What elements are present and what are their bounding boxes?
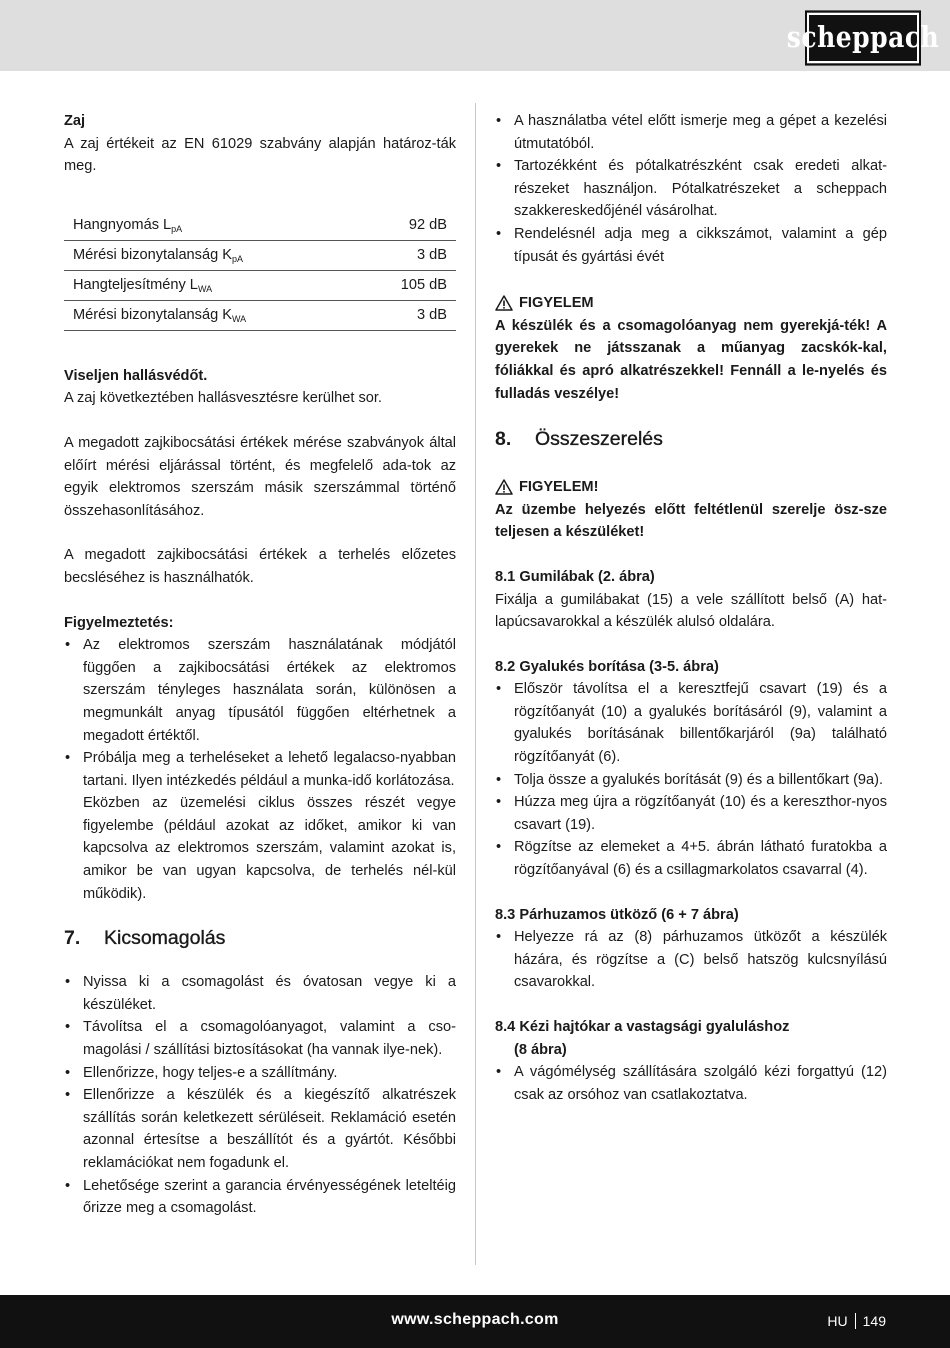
warning-list (64, 634, 456, 792)
warning-triangle-icon (495, 295, 513, 311)
subsection-title-line2: (8 ábra) (514, 1041, 567, 1058)
table-value: 3 dB (357, 240, 456, 270)
noise-intro: A zaj értékeit az EN 61029 szabvány alapján határoz-ták meg. (64, 135, 456, 175)
list-item: • Az elektromos szerszám használatának módjától függően a zajkibocsátási értékek az elektromos szerszám tényleges használata során, különösen a megmunkált anyag típusától függően eltérhetnek a megadott értéktől. (64, 634, 456, 747)
unpacking-list (64, 971, 456, 1220)
scheppach-logo: scheppach (807, 13, 919, 64)
table-value: 3 dB (357, 300, 456, 330)
warning-continuation: Eközben az üzemelési ciklus összes részét vegye figyelembe (például azokat az időket, amikor ki van kapcsolva az elektromos szerszám, valamint azokat is, amikor be van ugyan kapcsolva, de terhelés nél-kül működik). (83, 795, 456, 902)
warning-title: Figyelmeztetés: (64, 614, 174, 631)
list-item: • Nyissa ki a csomagolást és óvatosan vegye ki a készüléket. (64, 971, 456, 1016)
list-item: • Tolja össze a gyalukés borítását (9) és a billentőkart (9a). (495, 769, 887, 792)
separator (855, 1313, 856, 1329)
page-number (827, 1310, 886, 1333)
paragraph: A megadott zajkibocsátási értékek a terhelés előzetes becsléséhez is használhatók. (64, 547, 456, 586)
table-row (64, 270, 456, 300)
fence-list (495, 926, 887, 994)
paragraph: A megadott zajkibocsátási értékek mérése szabványok által előírt mérési eljárással történt, és megfelelő ada-tok az egyik elektromos szerszám másik szerszámmal történő összehasonlításához. (64, 434, 456, 519)
protect-text: A zaj következtében hallásvesztésre kerülhet sor. (64, 390, 382, 407)
list-item: • Helyezze rá az (8) párhuzamos ütközőt a készülék házára, és rögzítse a (C) belső hatszög kulcsnyílású csavarokkal. (495, 926, 887, 994)
subsection-title: 8.2 Gyalukés borítása (3-5. ábra) (495, 658, 719, 675)
list-item: • Lehetősége szerint a garancia érvényességének leteltéig őrizze meg a csomagolást. (64, 1175, 456, 1220)
list-item: • Távolítsa el a csomagolóanyagot, valamint a cso-magolási / szállítási biztosításokat (ha vannak ilye-nek). (64, 1016, 456, 1061)
left-column (64, 110, 456, 1220)
warning-heading: FIGYELEM (495, 292, 887, 315)
warning-heading: FIGYELEM! (495, 476, 887, 499)
list-item: • Ellenőrizze, hogy teljes-e a szállítmány. (64, 1062, 456, 1085)
table-label: Mérési bizonytalanság $K_{pA}$ (64, 240, 357, 270)
warning-triangle-icon (495, 479, 513, 495)
subsection-title: 8.1 Gumilábak (2. ábra) (495, 568, 655, 585)
table-label: Hangteljesítmény $L_{WA}$ (64, 270, 357, 300)
crank-list (495, 1061, 887, 1106)
planer-cover-list (495, 678, 887, 881)
list-item: • Tartozékként és pótalkatrészként csak eredeti alkat-részeket használjon. Pótalkatrészeket a scheppach szakkereskedőjénél vásárolhat. (495, 155, 887, 223)
section-8-heading: 8. Összeszerelés (495, 428, 663, 451)
table-label: Mérési bizonytalanság $K_{WA}$ (64, 300, 357, 330)
warning-text: Az üzembe helyezés előtt feltétlenül szerelje ösz-sze teljesen a készüléket! (495, 501, 887, 541)
website-url: www.scheppach.com (391, 1311, 559, 1328)
page-num: 149 (862, 1313, 886, 1329)
list-item: • Próbálja meg a terheléseket a lehető legalacso-nyabban tartani. Ilyen intézkedés például a munka-idő korlátozása. (64, 747, 456, 792)
protect-title: Viseljen hallásvédőt. (64, 367, 208, 384)
table-row (64, 240, 456, 270)
footer (0, 1295, 950, 1348)
right-column (495, 110, 887, 1106)
table-value: 105 dB (357, 270, 456, 300)
noise-table (64, 211, 456, 331)
noise-title: Zaj (64, 113, 86, 129)
section-7-heading: 7. Kicsomagolás (64, 927, 226, 950)
warning-text: A készülék és a csomagolóanyag nem gyerekjá-ték! A gyerekek ne játsszanak a műanyag zacskók-kal, fóliákkal és apró alkatrészekkel! Fennáll a le-nyelés és fulladás veszélye! (495, 317, 887, 402)
intro-list (495, 110, 887, 268)
list-item: • Húzza meg újra a rögzítőanyát (10) és a kereszthor-nyos csavart (19). (495, 791, 887, 836)
table-label: Hangnyomás $L_{pA}$ (73, 217, 183, 235)
paragraph: Fixálja a gumilábakat (15) a vele szállított belső (A) hat-lapúcsavarokkal a készülék alulsó oldalára. (495, 591, 887, 631)
list-item: • Rögzítse az elemeket a 4+5. ábrán látható furatokba a rögzítőanyával (6) és a csillagmarkolatos csavarral (4). (495, 836, 887, 881)
table-row (64, 300, 456, 330)
list-item: • A használatba vétel előtt ismerje meg a gépet a kezelési útmutatóból. (495, 110, 887, 155)
header-band (0, 0, 950, 71)
column-divider (475, 103, 476, 1265)
subsection-title: 8.4 Kézi hajtókar a vastagsági gyaluláshoz (495, 1019, 790, 1035)
list-item: • A vágómélység szállítására szolgáló kézi forgattyú (12) csak az orsóhoz van csatlakoztatva. (495, 1061, 887, 1106)
list-item: • Ellenőrizze a készülék és a kiegészítő alkatrészek szállítás során keletkezett sérüléseit. Reklamáció esetén azonnal értesítse a beszállítót és a gyártót. Későbbi reklamációkat nem fogadunk el. (64, 1084, 456, 1174)
table-row (64, 211, 456, 241)
language-code: HU (827, 1313, 848, 1329)
table-value: 92 dB (408, 217, 447, 234)
subsection-title: 8.3 Párhuzamos ütköző (6 + 7 ábra) (495, 906, 739, 923)
list-item: • Először távolítsa el a keresztfejű csavart (19) és a rögzítőanyát (10) a gyalukés borításáról (9), valamint a gyalukés borításának billentőkarjáról (9a) található rögzítőanyát (6). (495, 678, 887, 768)
list-item: • Rendelésnél adja meg a cikkszámot, valamint a gép típusát és gyártási évét (495, 223, 887, 268)
